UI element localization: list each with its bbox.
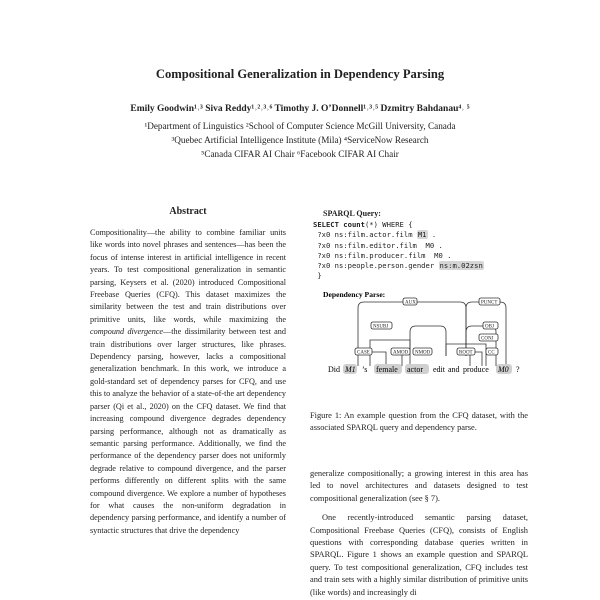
token: Did (328, 365, 340, 374)
relation-label (391, 348, 410, 356)
arc-nsubj (410, 326, 446, 366)
parse-label: Dependency Parse: (323, 290, 386, 299)
arc-case (370, 352, 386, 366)
sparql-highlight: M1 (417, 230, 427, 240)
relation-label (479, 298, 500, 306)
relation-label (413, 348, 432, 356)
svg-text:ROOT: ROOT (459, 350, 473, 356)
arc-aux (358, 302, 466, 366)
abstract-heading: Abstract (169, 206, 207, 217)
svg-text:NSUBJ: NSUBJ (373, 324, 389, 330)
token: produce (463, 365, 489, 374)
token: M0 (498, 365, 509, 374)
svg-text:PUNCT: PUNCT (481, 300, 498, 306)
sparql-keyword: SELECT count (313, 220, 365, 229)
token: M1 (345, 365, 356, 374)
svg-text:AUX: AUX (405, 300, 416, 306)
token: female (376, 365, 398, 374)
body-paragraph: generalize compositionally; a growing interest in this area has led to novel architectures and datasets designed to test compositional generalization (see § 7). (310, 469, 528, 503)
sparql-label: SPARQL Query: (323, 209, 381, 218)
figure-caption: Figure 1: An example question from the CFQ dataset, with the associated SPARQL query and dependency parse. (310, 411, 528, 433)
dependency-parse-figure (310, 286, 528, 378)
svg-text:AMOD: AMOD (393, 350, 409, 356)
affiliations (0, 120, 600, 161)
sparql-text: (*) WHERE { (364, 220, 413, 229)
body-text (310, 468, 528, 599)
sparql-text: ?x0 ns:film.producer.film M0 . (313, 250, 452, 260)
sparql-text: . (427, 230, 437, 240)
arc-obj (466, 326, 496, 366)
sparql-text: ?x0 ns:film.editor.film M0 . (313, 240, 443, 250)
sparql-text: } (313, 271, 322, 281)
token: ’s (362, 365, 368, 374)
relation-label (457, 348, 475, 356)
relation-label (371, 322, 392, 330)
svg-text:OBJ: OBJ (485, 324, 494, 330)
abstract-text (90, 227, 286, 537)
sparql-code-block (313, 220, 484, 282)
svg-text:CASE: CASE (357, 350, 370, 356)
relation-label (479, 334, 498, 342)
abstract-emphasis: compound divergence (90, 327, 164, 337)
relation-labels (355, 298, 500, 356)
abstract-part: Compositionality—the ability to combine familiar units like words into novel phrases and sentences—has been the focus of intense interest in artificial intelligence in recent years. To test compositional generalization in semantic parsing, Keysers et al. (2020) introduced Compositional Freebase Queries (CFQ). This dataset maximizes the similarity between the test and train distributions over primitive units, like words, while maximizing the (90, 228, 286, 324)
svg-text:CC: CC (488, 350, 495, 356)
sparql-text: ?x0 ns:people.person.gender (313, 261, 439, 271)
relation-label (483, 322, 498, 330)
body-paragraph: One recently-introduced semantic parsing dataset, Compositional Freebase Queries (CFQ), consists of English questions with corresponding database queries written in SPARQL. Figure 1 shows an example question and SPARQL query. To test compositional generalization, CFQ includes test and train sets with a highly similar distribution of primitive units (like words) and increasingly di (310, 513, 528, 597)
token: ? (516, 365, 520, 374)
sparql-highlight: ns:m.02zsn (439, 261, 483, 271)
token-row (328, 364, 520, 374)
author-list: Emily Goodwin¹˒³ Siva Reddy¹˒²˒³˒⁶ Timothy J. O’Donnell¹˒³˒⁵ Dzmitry Bahdanau⁴˒ ⁵ (130, 104, 470, 114)
affiliation-line: ¹Department of Linguistics ²School of Computer Science McGill University, Canada (144, 121, 456, 131)
affiliation-line: ³Quebec Artificial Intelligence Institute (Mila) ⁴ServiceNow Research (171, 134, 429, 145)
relation-label (355, 348, 372, 356)
affiliation-line: ⁵Canada CIFAR AI Chair ⁶Facebook CIFAR AI Chair (201, 148, 399, 159)
token: and (448, 365, 460, 374)
relation-label (486, 348, 498, 356)
token: actor (407, 365, 423, 374)
svg-text:CONJ: CONJ (481, 336, 494, 342)
paper-title: Compositional Generalization in Dependency Parsing (155, 67, 445, 81)
svg-text:NMOD: NMOD (415, 350, 431, 356)
relation-label (403, 298, 417, 306)
token: edit (433, 365, 445, 374)
sparql-text: ?x0 ns:film.actor.film (313, 230, 417, 240)
abstract-part: —the dissimilarity between test and train distributions over larger structures, like phrases. Dependency parsing, however, lacks a compositional generalization benchmark. In this work, we introduce a gold-standard set of dependency parses for CFQ, and use this to analyze the behavior of a state-of-the art dependency parser (Qi et al., 2020) on the CFQ dataset. We find that increasing compound divergence degrades dependency parsing performance, although not as dramatically as semantic parsing performance. Additionally, we find the performance of the dependency parser does not uniformly degrade relative to compound divergence, and the parser performs differently on different splits with the same compound divergence. We explore a number of hypotheses for what causes the non-uniform degradation in dependency parsing performance, and identify a number of syntactic structures that drive the dependency (90, 327, 286, 535)
